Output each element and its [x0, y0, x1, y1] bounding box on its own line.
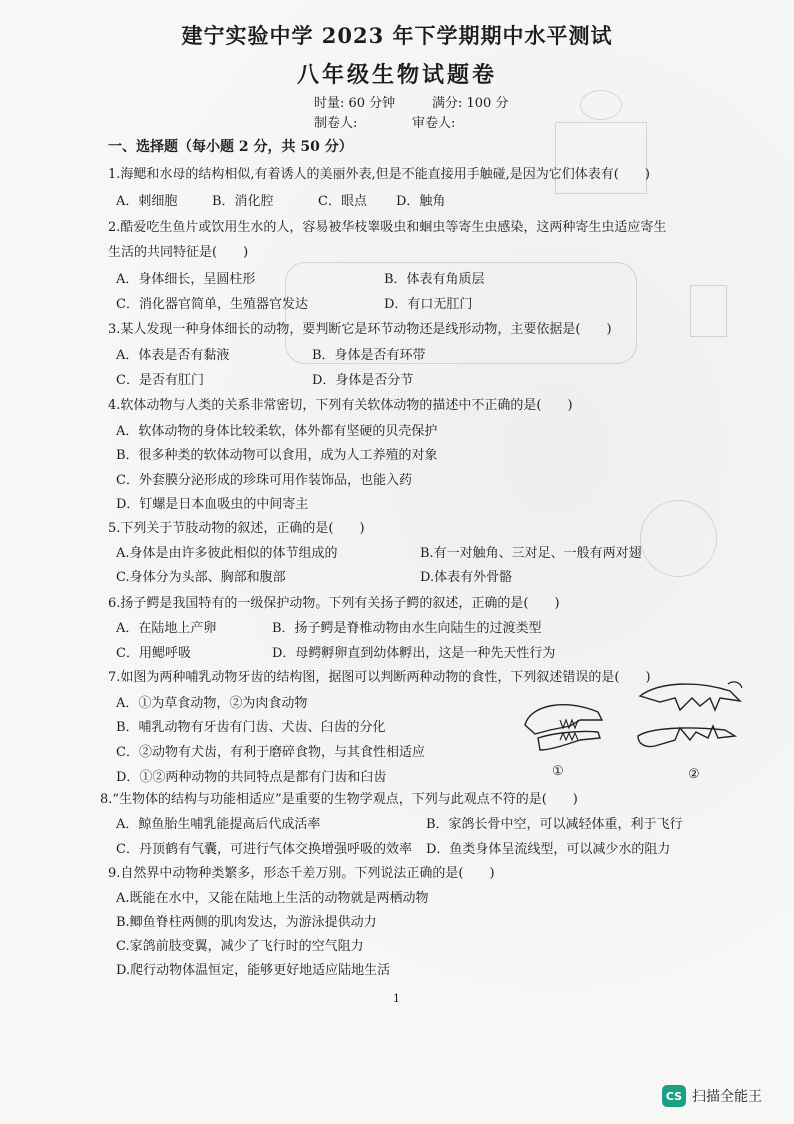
option-a: A.既能在水中，又能在陆地上生活的动物就是两栖动物	[116, 891, 429, 906]
question-stem: 3.某人发现一种身体细长的动物，要判断它是环节动物还是线形动物，主要依据是( )	[108, 322, 612, 337]
page-number: 1	[393, 992, 400, 1005]
option-a: A．鲸鱼胎生哺乳能提高后代成活率	[116, 817, 321, 832]
option-c: C．消化器官简单，生殖器官发达	[116, 297, 308, 312]
option-c: C．是否有肛门	[116, 373, 204, 388]
question-stem: 1.海鳃和水母的结构相似,有着诱人的美丽外表,但是不能直接用手触碰,是因为它们体表有( )	[108, 167, 650, 182]
option-b: B．家鸽长骨中空，可以减轻体重，利于飞行	[426, 817, 683, 832]
exam-title: 建宁实验中学 2023 年下学期期中水平测试	[181, 23, 613, 48]
option-d: D.体表有外骨骼	[420, 570, 513, 585]
option-c: C．用鳃呼吸	[116, 646, 191, 661]
scanner-watermark	[662, 1085, 762, 1107]
question-stem: 9.自然界中动物种类繁多，形态千差万别。下列说法正确的是( )	[108, 866, 495, 881]
option-d: D．身体是否分节	[312, 373, 414, 388]
option-b: B.有一对触角、三对足、一般有两对翅	[420, 546, 642, 561]
option-c: C.身体分为头部、胸部和腹部	[116, 570, 286, 585]
bleed-through-circle	[580, 90, 622, 120]
option-c: C．外套膜分泌形成的珍珠可用作装饰品，也能入药	[116, 473, 412, 488]
exam-subtitle: 八年级生物试题卷	[296, 62, 497, 88]
option-d: D．钉螺是日本血吸虫的中间寄主	[116, 497, 309, 512]
option-d: D．①②两种动物的共同特点是都有门齿和臼齿	[116, 770, 387, 785]
question-stem: 4.软体动物与人类的关系非常密切，下列有关软体动物的描述中不正确的是( )	[108, 398, 573, 413]
option-b: B．身体是否有环带	[312, 348, 426, 363]
option-a: A．身体细长，呈圆柱形	[116, 272, 256, 287]
question-stem: 6.扬子鳄是我国特有的一级保护动物。下列有关扬子鳄的叙述，正确的是( )	[108, 596, 560, 611]
option-b: B．很多种类的软体动物可以食用，成为人工养殖的对象	[116, 448, 438, 463]
bleed-through-box	[690, 285, 727, 337]
option-a: A．体表是否有黏液	[116, 348, 230, 363]
section-title: 一、选择题（每小题 2 分，共 50 分）	[108, 139, 353, 155]
option-b: B．扬子鳄是脊椎动物由水生向陆生的过渡类型	[272, 621, 542, 636]
option-c: C．丹顶鹤有气囊，可进行气体交换增强呼吸的效率	[116, 842, 412, 857]
option-d: D．触角	[396, 194, 446, 209]
question-stem: 7.如图为两种哺乳动物牙齿的结构图，据图可以判断两种动物的食性，下列叙述错误的是( )	[108, 670, 651, 685]
option-a: A.身体是由许多彼此相似的体节组成的	[116, 546, 338, 561]
camscanner-logo-icon: CS	[662, 1085, 686, 1107]
option-a: A．在陆地上产卵	[116, 621, 217, 636]
carnivore-teeth-figure	[630, 676, 750, 772]
figure-label-2: ②	[688, 767, 700, 782]
option-a: A．软体动物的身体比较柔软，体外都有坚硬的贝壳保护	[116, 424, 438, 439]
option-b: B．哺乳动物有牙齿有门齿、犬齿、臼齿的分化	[116, 720, 386, 735]
herbivore-teeth-figure	[520, 690, 620, 780]
option-b: B．体表有角质层	[384, 272, 485, 287]
option-c: C．眼点	[318, 194, 367, 209]
option-b: B．消化腔	[212, 194, 274, 209]
option-c: C.家鸽前肢变翼，减少了飞行时的空气阻力	[116, 939, 364, 954]
question-stem: 5.下列关于节肢动物的叙述，正确的是( )	[108, 521, 365, 536]
option-d: D．鱼类身体呈流线型，可以减少水的阻力	[426, 842, 671, 857]
scanner-brand-name: 扫描全能王	[692, 1089, 762, 1105]
time-limit: 时量: 60 分钟	[314, 96, 396, 111]
option-a: A．刺细胞	[116, 194, 178, 209]
bleed-through-circle	[640, 500, 717, 577]
question-stem: 2.酷爱吃生鱼片或饮用生水的人，容易被华枝睾吸虫和蛔虫等寄生虫感染，这两种寄生虫适应寄生	[108, 220, 667, 235]
option-d: D.爬行动物体温恒定，能够更好地适应陆地生活	[116, 963, 391, 978]
question-stem-cont: 生活的共同特征是( )	[108, 245, 249, 260]
option-d: D．有口无肛门	[384, 297, 473, 312]
full-score: 满分: 100 分	[432, 96, 509, 111]
option-c: C．②动物有犬齿，有利于磨碎食物，与其食性相适应	[116, 745, 425, 760]
option-a: A．①为草食动物，②为肉食动物	[116, 696, 308, 711]
option-d: D．母鳄孵卵直到幼体孵出，这是一种先天性行为	[272, 646, 556, 661]
option-b: B.鲫鱼脊柱两侧的肌肉发达，为游泳提供动力	[116, 915, 377, 930]
maker-label: 制卷人:	[314, 116, 358, 131]
bleed-through-box	[555, 122, 647, 194]
question-stem: 8.“生物体的结构与功能相适应”是重要的生物学观点，下列与此观点不符的是( )	[100, 792, 578, 807]
figure-label-1: ①	[552, 764, 564, 779]
reviewer-label: 审卷人:	[412, 116, 456, 131]
